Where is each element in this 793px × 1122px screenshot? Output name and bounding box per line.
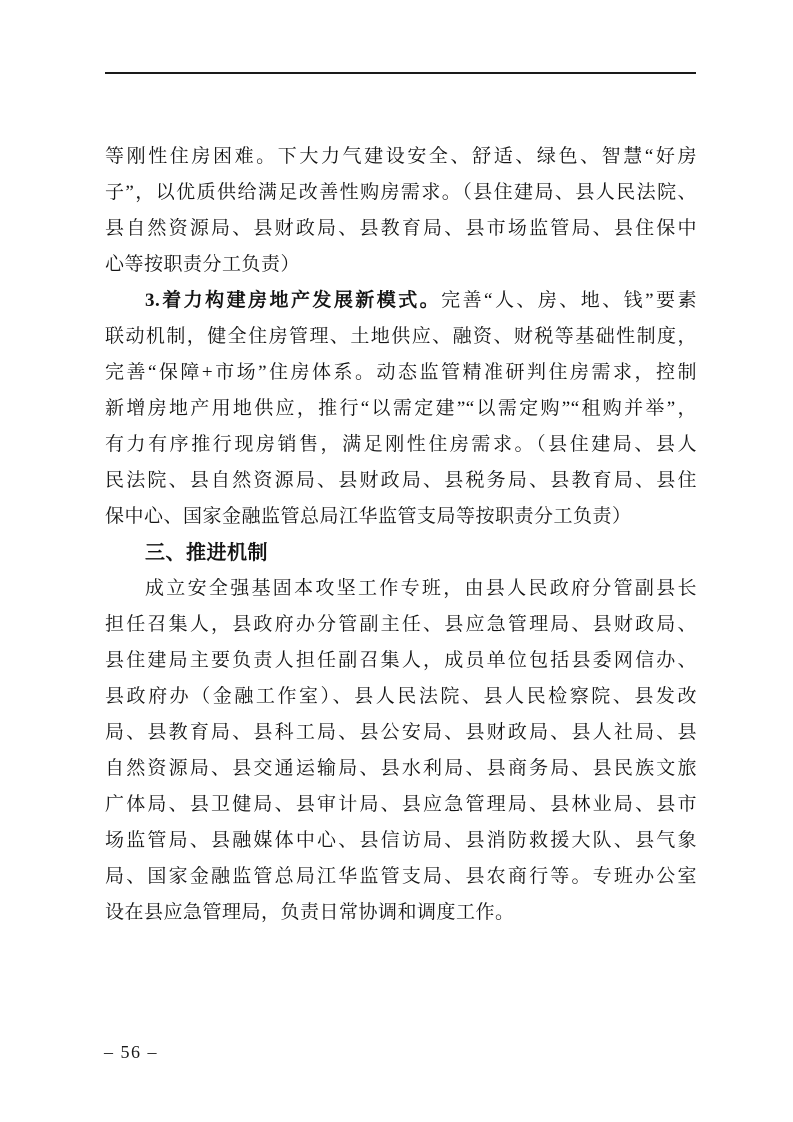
- text-line: [105, 751, 697, 787]
- text-run: 成立安全强基固本攻坚工作专班，由县人民政府分管副县长: [145, 578, 697, 599]
- text-line: [105, 247, 697, 283]
- text-line: [105, 607, 697, 643]
- text-line: [105, 571, 697, 607]
- text-run: 子”，以优质供给满足改善性购房需求。（县住建局、县人民法院、: [105, 182, 697, 203]
- text-run: 完善“人、房、地、钱”要素: [441, 290, 697, 311]
- header-rule: [105, 72, 696, 74]
- text-run: 局、国家金融监管总局江华监管支局、县农商行等。专班办公室: [105, 866, 697, 887]
- text-run: 设在县应急管理局，负责日常协调和调度工作。: [105, 902, 515, 923]
- text-run: 县住建局主要负责人担任副召集人，成员单位包括县委网信办、: [105, 650, 697, 671]
- text-line: [105, 391, 697, 427]
- document-body: [105, 139, 697, 931]
- text-run: 心等按职责分工负责）: [105, 254, 301, 275]
- text-run: 新增房地产用地供应，推行“以需定建”“以需定购”“租购并举”，: [105, 398, 697, 419]
- text-line: [105, 679, 697, 715]
- text-run: 等刚性住房困难。下大力气建设安全、舒适、绿色、智慧“好房: [105, 146, 697, 167]
- text-line: [105, 283, 697, 319]
- text-line: [105, 895, 697, 931]
- text-line: [105, 715, 697, 751]
- text-run: 完善“保障+市场”住房体系。动态监管精准研判住房需求，控制: [105, 362, 697, 383]
- text-run: 场监管局、县融媒体中心、县信访局、县消防救援大队、县气象: [105, 830, 697, 851]
- text-line: [105, 643, 697, 679]
- text-run: 有力有序推行现房销售，满足刚性住房需求。（县住建局、县人: [105, 434, 697, 455]
- text-run: 民法院、县自然资源局、县财政局、县税务局、县教育局、县住: [105, 470, 697, 491]
- text-line: [105, 175, 697, 211]
- text-line: [105, 355, 697, 391]
- page-number: – 56 –: [104, 1042, 158, 1062]
- text-line: [105, 463, 697, 499]
- bold-run: 3.着力构建房地产发展新模式。: [145, 290, 442, 311]
- text-line: [105, 499, 697, 535]
- text-run: 县政府办（金融工作室）、县人民法院、县人民检察院、县发改: [105, 686, 697, 707]
- text-run: 县自然资源局、县财政局、县教育局、县市场监管局、县住保中: [105, 218, 697, 239]
- text-run: 广体局、县卫健局、县审计局、县应急管理局、县林业局、县市: [105, 794, 697, 815]
- text-run: 局、县教育局、县科工局、县公安局、县财政局、县人社局、县: [105, 722, 697, 743]
- text-line: [105, 787, 697, 823]
- text-line: [105, 859, 697, 895]
- text-line: [105, 823, 697, 859]
- text-run: 担任召集人，县政府办分管副主任、县应急管理局、县财政局、: [105, 614, 697, 635]
- text-run: 联动机制，健全住房管理、土地供应、融资、财税等基础性制度，: [105, 326, 697, 347]
- text-run: 自然资源局、县交通运输局、县水利局、县商务局、县民族文旅: [105, 758, 697, 779]
- text-line: [105, 139, 697, 175]
- text-run: 三、推进机制: [145, 542, 268, 564]
- text-line: [105, 427, 697, 463]
- section-heading: [105, 535, 697, 571]
- text-line: [105, 211, 697, 247]
- text-line: [105, 319, 697, 355]
- text-run: 保中心、国家金融监管总局江华监管支局等按职责分工负责）: [105, 506, 632, 527]
